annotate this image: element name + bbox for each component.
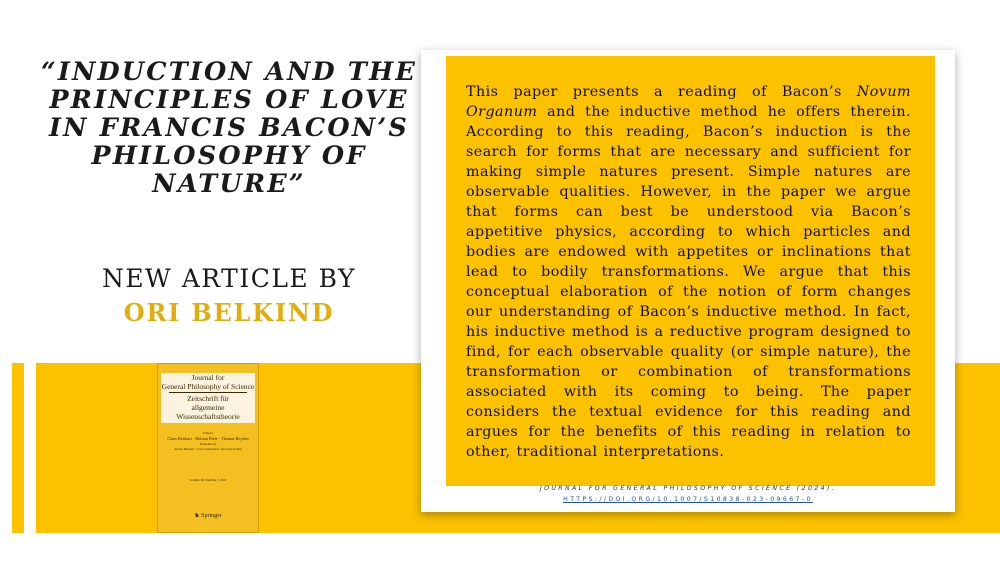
abstract-box bbox=[446, 56, 935, 486]
journal-cover-image bbox=[157, 363, 259, 533]
author-name: ORI BELKIND bbox=[123, 298, 335, 327]
journal-cover-publisher-name: Springer bbox=[201, 513, 222, 519]
journal-cover-divider bbox=[169, 392, 247, 393]
abstract-card bbox=[421, 50, 955, 512]
journal-cover-line: Zeitschrift für bbox=[187, 394, 229, 403]
journal-cover-line: General Philosophy of Science bbox=[161, 382, 255, 391]
byline-label: NEW ARTICLE BY bbox=[101, 264, 357, 293]
journal-cover-header bbox=[161, 373, 255, 423]
journal-cover-editors: Claus Beisbart · Helmut Pulte · Thomas Reydon bbox=[167, 436, 249, 441]
journal-cover-line: allgemeine Wissenschaftstheorie bbox=[176, 403, 240, 421]
journal-cover-founded-label: Founded by bbox=[199, 442, 217, 446]
abstract-intro: This paper presents a reading of Bacon’s bbox=[466, 84, 857, 100]
article-title: “INDUCTION AND THE PRINCIPLES OF LOVE IN FRANCIS BACON’S PHILOSOPHY OF NATURE” bbox=[40, 57, 418, 199]
journal-cover-volume: Volume 48 Number 1 2017 bbox=[188, 478, 228, 482]
decorative-yellow-strip bbox=[12, 363, 24, 533]
abstract-body: and the inductive method he offers therein. According to this reading, Bacon’s induction is the search for forms that are necessary and sufficient for making simple natures present. Simple natures are observable qualities. However, in the paper we argue that forms can best be understood via Bacon’s appetitive physics, according to which particles and bodies are endowed with appetites or inclinations that lead to bodily transformations. We argue that this conceptual elaboration of the notion of form changes our understanding of Bacon’s inductive method. In fact, his inductive method is a reductive program designed to find, for each observable quality (or simple nature), the transformation or combination of transformations associated with its coming to being. The paper considers the textual evidence for this reading and argues for the benefits of this reading in relation to other, traditional interpretations. bbox=[466, 104, 911, 460]
journal-cover-line: Journal for bbox=[191, 373, 225, 382]
journal-cover-publisher bbox=[158, 512, 258, 519]
journal-cover-founders: Alwin Diemer · Lutz Geldsetzer and Gert König bbox=[174, 447, 242, 451]
abstract-book-title: Novum Organum bbox=[466, 84, 911, 120]
journal-citation: JOURNAL FOR GENERAL PHILOSOPHY OF SCIENCE (2024). bbox=[539, 485, 837, 492]
abstract-text bbox=[466, 82, 911, 462]
journal-cover-editors-label: Editors bbox=[202, 431, 214, 435]
doi-link[interactable]: HTTPS://DOI.ORG/10.1007/S10838-023-09667-0 bbox=[563, 496, 813, 503]
springer-horse-icon: ♞ bbox=[194, 513, 200, 519]
